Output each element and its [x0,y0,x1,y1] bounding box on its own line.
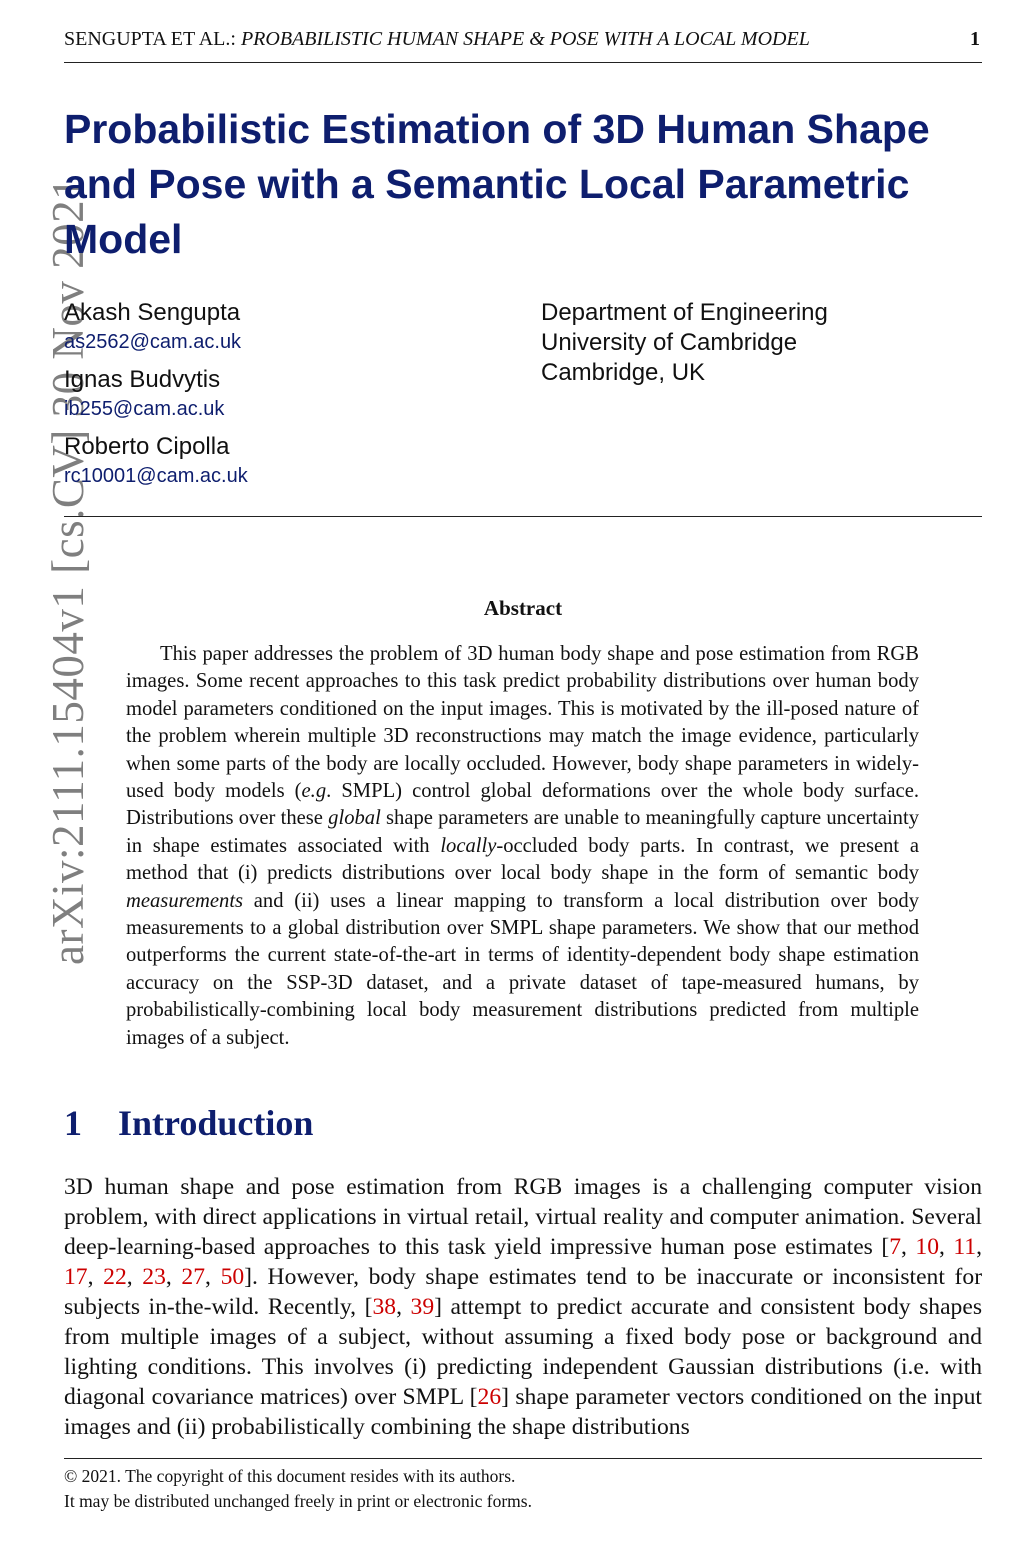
citation-link[interactable]: 10 [915,1234,939,1260]
affiliation-line: Department of Engineering [541,299,828,326]
copyright-footnote [64,1464,982,1514]
header-rule [64,62,982,63]
citation-link[interactable]: 11 [953,1234,977,1260]
intro-paragraph: 3D human shape and pose estimation from RGB images is a challenging computer vision problem, with direct applications in virtual retail, virtual reality and computer animation. Several deep-learning-based approaches to this task yield impressive human pose estimates [7, 10, 11, 17, 22, 23, 27, 50]. However, body shape estimates tend to be inaccurate or inconsistent for subjects in-the-wild. Recently, [38, 39] attempt to predict accurate and consistent body shapes from multiple images of a subject, without assuming a fixed body pose or background and lighting conditions. This involves (i) predicting independent Gaussian distributions (i.e. with diagonal covariance matrices) over SMPL [26] shape parameter vectors conditioned on the input images and (ii) probabilistically combining the shape distributions [64,1174,983,1440]
section-heading [64,1102,313,1144]
author-email-link[interactable]: rc10001@cam.ac.uk [64,465,248,487]
footnote-rule [64,1458,982,1459]
citation-link[interactable]: 38 [372,1294,397,1320]
affiliation-line: University of Cambridge [541,329,798,356]
title-rule [64,516,982,517]
abstract-text: This paper addresses the problem of 3D human body shape and pose estimation from RGB images. Some recent approaches to this task predict probability distributions over human body model parameters conditioned on the input images. This is motivated by the ill-posed nature of the problem wherein multiple 3D reconstructions may match the image evidence, particularly when some parts of the body are locally occluded. However, body shape parameters in widely-used body models (e.g. SMPL) control global deformations over the whole body surface. Distributions over these global shape parameters are unable to meaningfully capture uncertainty in shape estimates associated with locally-occluded body parts. In contrast, we present a method that (i) predicts distributions over local body shape in the form of semantic body measurements and (ii) uses a linear mapping to transform a local distribution over body measurements to a global distribution over SMPL shape parameters. We show that our method outperforms the current state-of-the-art in terms of identity-dependent body shape estimation accuracy on the SSP-3D dataset, and a private dataset of tape-measured humans, by probabilistically-combining local body measurement distributions predicted from multiple images of a subject. [126,643,919,1049]
citation-link[interactable]: 50 [220,1264,245,1290]
citation-link[interactable]: 17 [64,1264,88,1290]
author-block [64,298,504,499]
citation-link[interactable]: 23 [142,1264,166,1290]
citation-link[interactable]: 26 [477,1384,502,1410]
citation-link[interactable]: 7 [889,1234,901,1260]
affiliation-line: Cambridge, UK [541,359,706,386]
header-author: SENGUPTA ET AL.: [64,28,236,50]
affiliation-block [541,298,981,388]
author-name: Ignas Budvytis [64,366,221,393]
citation-link[interactable]: 22 [103,1264,127,1290]
arxiv-stamp: arXiv:2111.15404v1 [cs.CV] 30 Nov 2021 [43,176,93,965]
section-number: 1 [64,1103,82,1143]
abstract-heading: Abstract [483,596,563,620]
author-name: Akash Sengupta [64,299,241,326]
running-header [64,28,982,60]
footnote-line: © 2021. The copyright of this document resides with its authors. [64,1466,516,1486]
footnote-line: It may be distributed unchanged freely in print or electronic forms. [64,1491,532,1511]
paper-title: Probabilistic Estimation of 3D Human Shape and Pose with a Semantic Local Parametric Model [64,106,930,262]
section-title: Introduction [118,1103,314,1143]
citation-link[interactable]: 39 [410,1294,435,1320]
author-email-link[interactable]: ib255@cam.ac.uk [64,398,225,420]
header-title: PROBABILISTIC HUMAN SHAPE & POSE WITH A LOCAL MODEL [240,28,810,50]
page-number: 1 [970,28,980,50]
author-email-link[interactable]: as2562@cam.ac.uk [64,331,242,353]
citation-link[interactable]: 27 [181,1264,206,1290]
author-name: Roberto Cipolla [64,433,230,460]
